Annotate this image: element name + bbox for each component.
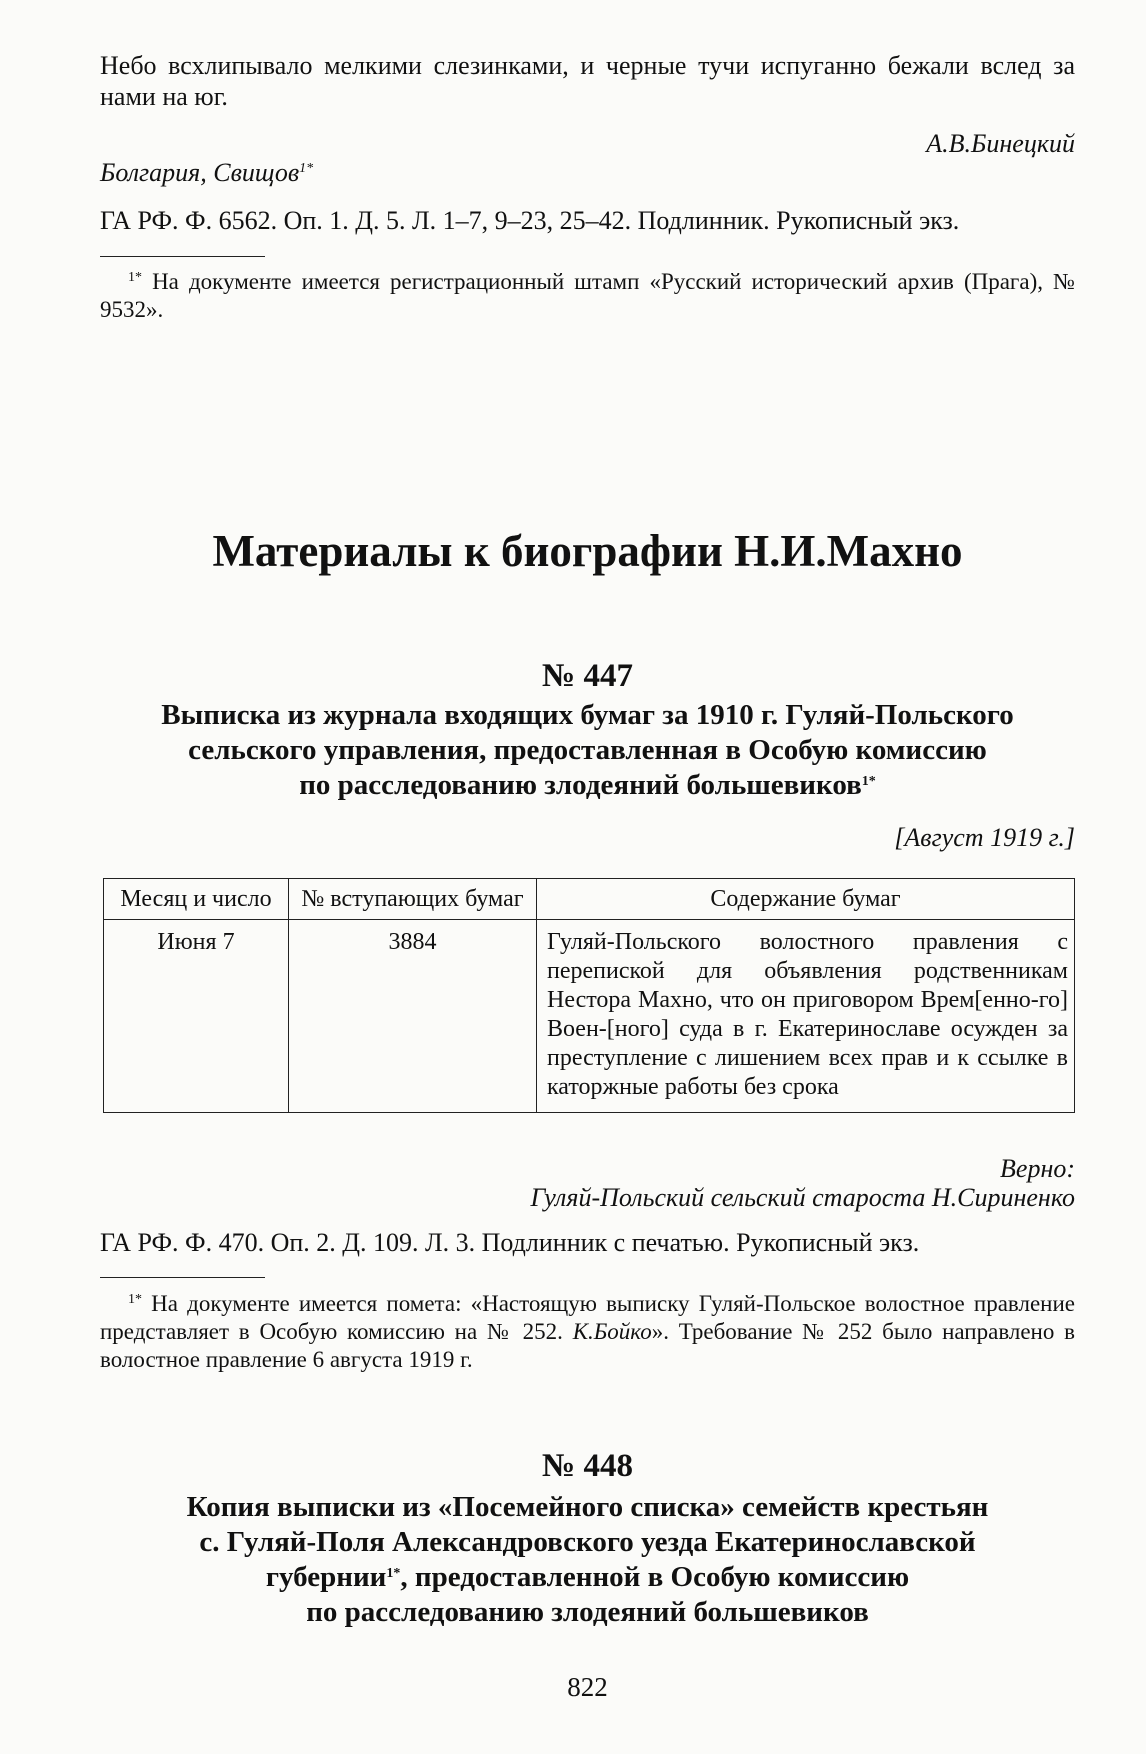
footnote-text: На документе имеется помета: «Настоящую выписку Гуляй-Польское волостное правление представляет в Особую комиссию на № 252. bbox=[100, 1291, 1075, 1344]
title-line: Выписка из журнала входящих бумаг за 1910 г. Гуляй-Польского bbox=[161, 699, 1014, 731]
title-text: , предоставленной в Особую комиссию bbox=[400, 1561, 910, 1593]
table-row bbox=[104, 920, 1075, 1113]
footnote-signature: К.Бойко bbox=[572, 1319, 652, 1344]
title-text: по расследованию злодеяний большевиков bbox=[299, 769, 862, 801]
footnote bbox=[100, 1290, 1075, 1374]
place-text: Болгария, Свищов bbox=[100, 158, 300, 187]
column-header: Месяц и число bbox=[104, 879, 289, 920]
column-header: Содержание бумаг bbox=[537, 879, 1075, 920]
verified-label: Верно: bbox=[1000, 1154, 1075, 1183]
title-line: по расследованию злодеяний большевиков bbox=[306, 1596, 869, 1628]
table-header-row bbox=[104, 879, 1075, 920]
footnote-mark: 1* bbox=[299, 161, 314, 176]
title-line bbox=[100, 768, 1075, 803]
footnote-text: На документе имеется регистрационный штамп «Русский исторический архив (Прага), № 9532». bbox=[100, 269, 1075, 322]
number-cell: 3884 bbox=[289, 920, 537, 1113]
footnote-divider bbox=[100, 1277, 265, 1278]
title-line bbox=[100, 1560, 1075, 1595]
archive-reference: ГА РФ. Ф. 6562. Оп. 1. Д. 5. Л. 1–7, 9–23, 25–42. Подлинник. Рукописный экз. bbox=[100, 206, 960, 235]
footnote bbox=[100, 268, 1075, 324]
author-signature: А.В.Бинецкий bbox=[926, 129, 1075, 158]
archive-reference: ГА РФ. Ф. 470. Оп. 2. Д. 109. Л. 3. Подлинник с печатью. Рукописный экз. bbox=[100, 1228, 920, 1257]
title-line: с. Гуляй-Поля Александровского уезда Екатеринославской bbox=[199, 1526, 976, 1558]
register-table bbox=[103, 878, 1075, 1113]
footnote-divider bbox=[100, 256, 265, 257]
section-title: Материалы к биографии Н.И.Махно bbox=[212, 526, 963, 576]
footnote-mark: 1* bbox=[386, 1566, 401, 1581]
title-text: губернии bbox=[265, 1561, 387, 1593]
document-number: № 448 bbox=[542, 1448, 633, 1484]
document-date: [Август 1919 г.] bbox=[894, 823, 1075, 852]
document-title bbox=[100, 698, 1075, 803]
footnote-text: ». Требование № 252 было направлено в волостное правление 6 августа 1919 г. bbox=[100, 1319, 1076, 1372]
signature: Гуляй-Польский сельский староста Н.Сириненко bbox=[530, 1183, 1075, 1212]
closing-paragraph: Небо всхлипывало мелкими слезинками, и черные тучи испуганно бежали вслед за нами на юг. bbox=[100, 51, 1075, 111]
footnote-mark: 1* bbox=[861, 774, 876, 789]
document-number: № 447 bbox=[542, 658, 633, 694]
content-cell: Гуляй-Польского волостного правления с перепиской для объявления родственникам Нестора Махно, что он приговором Врем[енно-го] Воен-[ного] суда в г. Екатеринославе осужден за преступление с лишением всех прав и к ссылке в каторжные работы без срока bbox=[537, 920, 1075, 1113]
title-line: Копия выписки из «Посемейного списка» семейств крестьян bbox=[186, 1491, 989, 1523]
footnote-mark: 1* bbox=[128, 1292, 142, 1307]
footnote-mark: 1* bbox=[128, 270, 142, 285]
page-number: 822 bbox=[567, 1672, 608, 1702]
column-header: № вступающих бумаг bbox=[289, 879, 537, 920]
document-title bbox=[100, 1490, 1075, 1630]
place-line bbox=[100, 157, 1075, 188]
title-line: сельского управления, предоставленная в Особую комиссию bbox=[188, 734, 987, 766]
date-cell: Июня 7 bbox=[104, 920, 289, 1113]
